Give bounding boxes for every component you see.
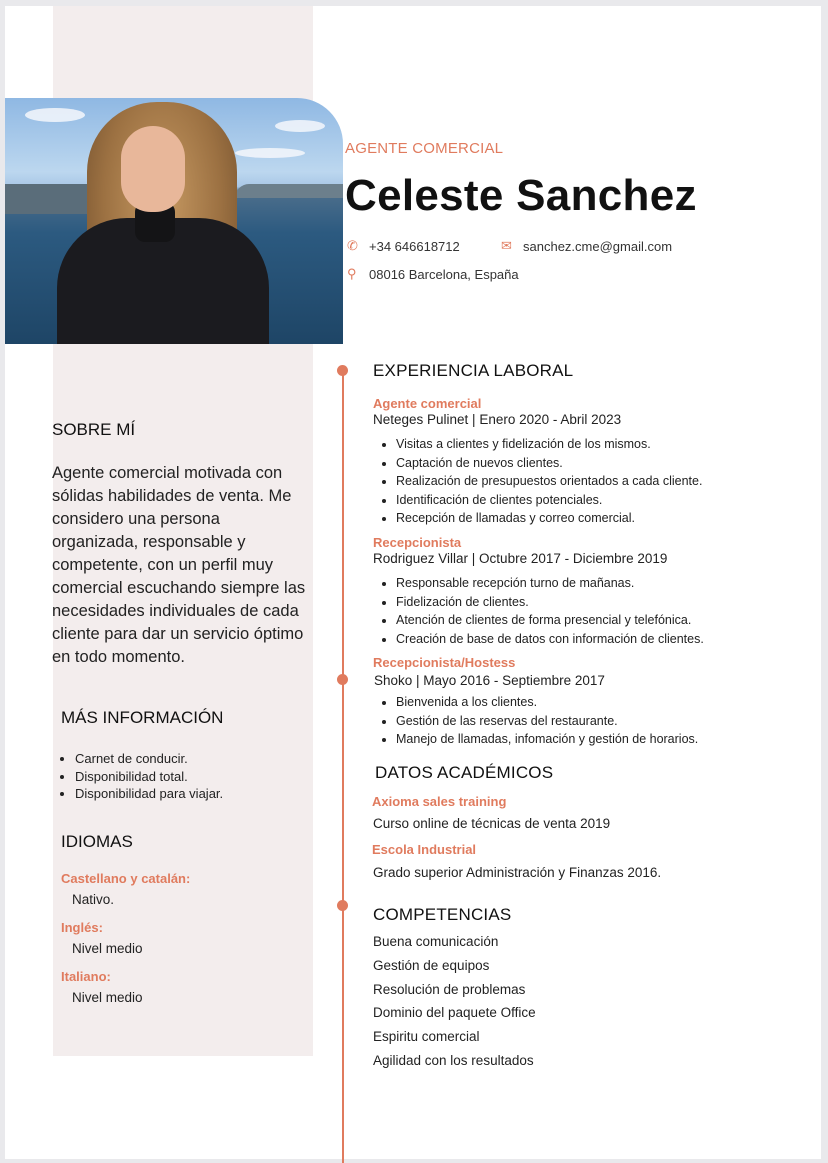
- list-item: • Identificación de clientes potenciales.: [396, 491, 702, 510]
- phone-icon: ✆: [347, 238, 358, 253]
- list-item: • Creación de base de datos con información de clientes.: [396, 630, 704, 649]
- education-title: DATOS ACADÉMICOS: [375, 763, 554, 782]
- list-item: • Captación de nuevos clientes.: [396, 454, 702, 473]
- skill-item: Buena comunicación: [373, 934, 499, 949]
- skill-item: Dominio del paquete Office: [373, 1005, 536, 1020]
- language-name: Italiano:: [61, 969, 111, 984]
- phone-text: +34 646618712: [369, 238, 460, 254]
- job-role: AGENTE COMERCIAL: [345, 140, 504, 157]
- contact-phone: [347, 238, 460, 254]
- language-name: Inglés:: [61, 920, 103, 935]
- experience-title: EXPERIENCIA LABORAL: [373, 361, 574, 380]
- list-item: • Fidelización de clientes.: [396, 593, 704, 612]
- timeline-line: [342, 368, 344, 1163]
- timeline-dot: [337, 365, 348, 376]
- list-item: • Gestión de las reservas del restaurante.: [396, 712, 698, 731]
- skill-item: Gestión de equipos: [373, 958, 490, 973]
- job-meta: Rodriguez Villar | Octubre 2017 - Diciembre 2019: [373, 551, 668, 566]
- contact-email: [501, 238, 672, 254]
- timeline-dot: [337, 674, 348, 685]
- location-text: 08016 Barcelona, España: [369, 266, 519, 282]
- job-task-list: [373, 693, 698, 749]
- list-item: • Atención de clientes de forma presencial y telefónica.: [396, 611, 704, 630]
- timeline-dot: [337, 900, 348, 911]
- list-item: • Carnet de conducir.: [75, 750, 223, 768]
- location-pin-icon: ⚲: [347, 266, 357, 281]
- skill-item: Espiritu comercial: [373, 1029, 480, 1044]
- education-name: Axioma sales training: [372, 794, 507, 809]
- list-item: • Bienvenida a los clientes.: [396, 693, 698, 712]
- skill-item: Resolución de problemas: [373, 982, 526, 997]
- job-task-list: [373, 435, 702, 528]
- about-title: SOBRE MÍ: [52, 420, 136, 439]
- language-level: Nativo.: [72, 892, 115, 907]
- contact-location: [347, 266, 519, 282]
- skill-item: Agilidad con los resultados: [373, 1053, 534, 1068]
- language-name: Castellano y catalán:: [61, 871, 191, 886]
- header: [345, 140, 697, 221]
- list-item: • Visitas a clientes y fidelización de los mismos.: [396, 435, 702, 454]
- language-level: Nivel medio: [72, 941, 143, 956]
- list-item: • Disponibilidad total.: [75, 768, 223, 786]
- job-title: Agente comercial: [373, 396, 482, 411]
- list-item: • Responsable recepción turno de mañanas.: [396, 574, 704, 593]
- languages-title: IDIOMAS: [61, 832, 133, 851]
- about-text: Agente comercial motivada con sólidas habilidades de venta. Me considero una persona organizada, responsable y competente, con un perfil muy comercial escuchando siempre las necesidades individuales de cada cliente para dar un servicio óptimo en todo momento.: [52, 464, 306, 666]
- job-meta: Shoko | Mayo 2016 - Septiembre 2017: [374, 673, 605, 688]
- education-name: Escola Industrial: [372, 842, 477, 857]
- skills-title: COMPETENCIAS: [373, 905, 512, 924]
- list-item: • Realización de presupuestos orientados a cada cliente.: [396, 472, 702, 491]
- job-title: Recepcionista: [373, 535, 462, 550]
- profile-photo: [5, 98, 343, 344]
- job-task-list: [373, 574, 704, 648]
- email-icon: ✉: [501, 238, 512, 253]
- list-item: • Disponibilidad para viajar.: [75, 785, 223, 803]
- email-text: sanchez.cme@gmail.com: [523, 238, 673, 254]
- list-item: • Manejo de llamadas, infomación y gestión de horarios.: [396, 730, 698, 749]
- list-item: • Recepción de llamadas y correo comercial.: [396, 509, 702, 528]
- person-name: Celeste Sanchez: [345, 171, 697, 220]
- more-info-title: MÁS INFORMACIÓN: [61, 708, 224, 727]
- education-desc: Curso online de técnicas de venta 2019: [373, 816, 611, 831]
- language-level: Nivel medio: [72, 990, 143, 1005]
- more-info-list: [61, 750, 223, 803]
- resume-page: [5, 6, 821, 1159]
- education-desc: Grado superior Administración y Finanzas 2016.: [373, 865, 662, 880]
- job-title: Recepcionista/Hostess: [373, 655, 516, 670]
- job-meta: Neteges Pulinet | Enero 2020 - Abril 2023: [373, 412, 622, 427]
